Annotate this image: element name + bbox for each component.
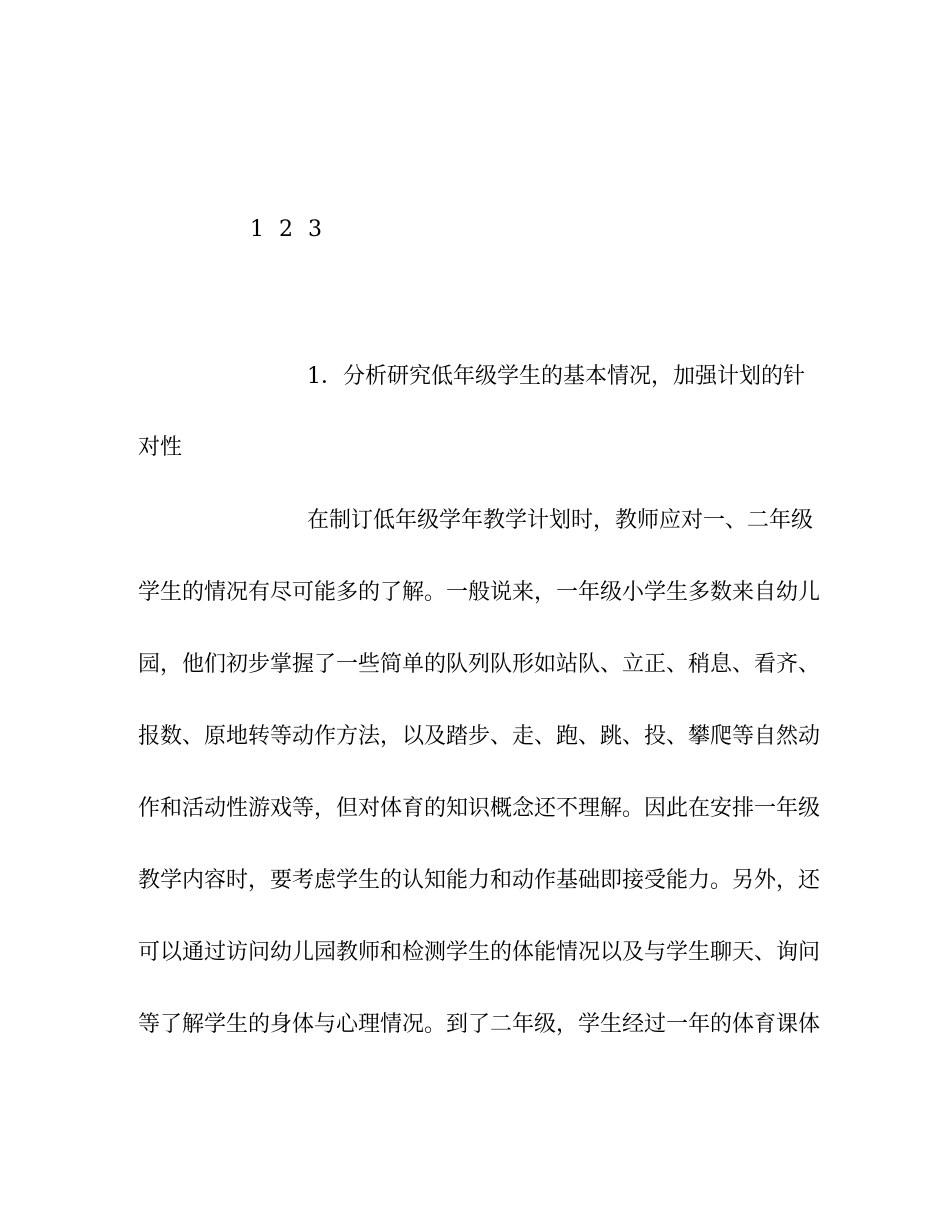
paragraph-line: 等了解学生的身体与心理情况。到了二年级，学生经过一年的体育课体 [138,1012,821,1037]
paragraph-line: 学生的情况有尽可能多的了解。一般说来，一年级小学生多数来自幼儿 [138,580,821,605]
paragraph-line: 报数、原地转等动作方法，以及踏步、走、跑、跳、投、攀爬等自然动 [138,724,821,749]
page-number: 1 2 3 [250,217,326,242]
section-heading-line-1: 1．分析研究低年级学生的基本情况，加强计划的针 [307,364,805,389]
paragraph-line: 教学内容时，要考虑学生的认知能力和动作基础即接受能力。另外，还 [138,868,821,893]
section-heading-line-2: 对性 [138,435,183,460]
paragraph-line: 园，他们初步掌握了一些简单的队列队形如站队、立正、稍息、看齐、 [138,652,821,677]
paragraph-line: 在制订低年级学年教学计划时，教师应对一、二年级 [307,508,814,533]
paragraph-line: 作和活动性游戏等，但对体育的知识概念还不理解。因此在安排一年级 [138,796,821,821]
paragraph-line: 可以通过访问幼儿园教师和检测学生的体能情况以及与学生聊天、询问 [138,940,821,965]
